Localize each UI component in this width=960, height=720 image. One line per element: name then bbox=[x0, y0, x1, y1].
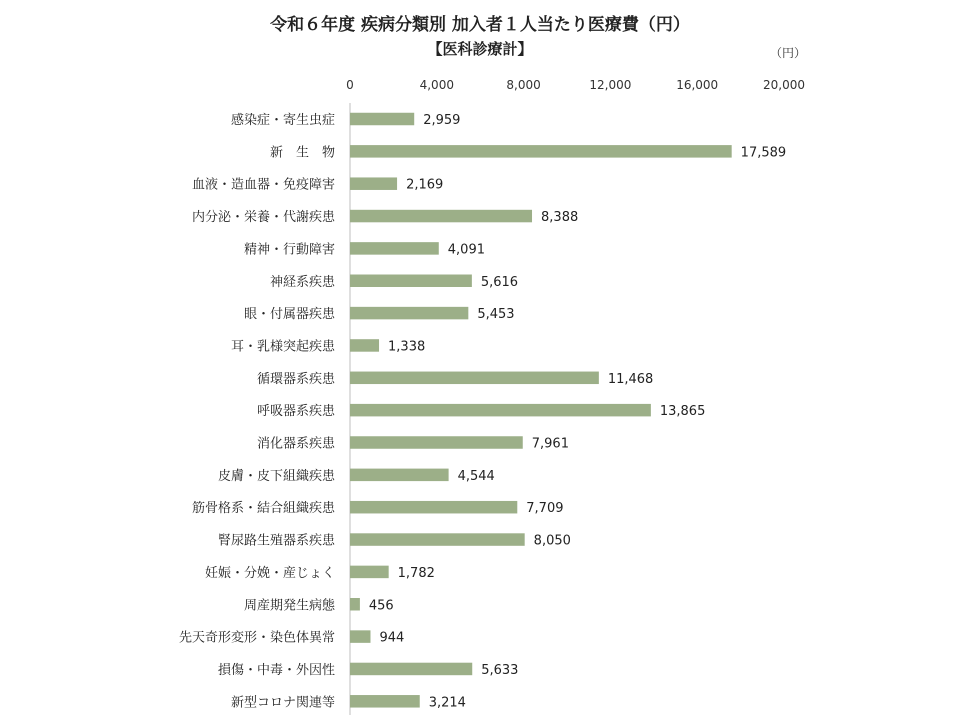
category-label: 血液・造血器・免疫障害 bbox=[191, 177, 335, 193]
bar bbox=[350, 404, 651, 417]
data-label: 17,589 bbox=[740, 145, 787, 161]
category-label: 新 生 物 bbox=[269, 145, 335, 161]
x-tick-label: 0 bbox=[346, 78, 354, 92]
data-label: 13,865 bbox=[659, 404, 706, 420]
category-label: 周産期発生病態 bbox=[243, 598, 335, 614]
x-tick-label: 4,000 bbox=[419, 78, 454, 92]
data-label: 3,214 bbox=[428, 695, 466, 711]
bar bbox=[350, 275, 472, 288]
category-label: 感染症・寄生虫症 bbox=[230, 113, 335, 128]
data-label: 5,616 bbox=[480, 274, 519, 290]
bar bbox=[350, 145, 732, 158]
data-label: 7,961 bbox=[531, 436, 569, 452]
category-label: 腎尿路生殖器系疾患 bbox=[217, 533, 335, 549]
data-label: 8,388 bbox=[541, 210, 579, 226]
bar bbox=[350, 307, 468, 320]
category-label: 皮膚・皮下組織疾患 bbox=[217, 468, 335, 484]
x-tick-label: 20,000 bbox=[763, 78, 805, 92]
data-label: 1,782 bbox=[397, 565, 435, 581]
bar bbox=[350, 695, 420, 708]
category-label: 先天奇形変形・染色体異常 bbox=[178, 630, 335, 646]
category-label: 神経系疾患 bbox=[269, 274, 335, 290]
chart-title: 令和６年度 疾病分類別 加入者１人当たり医療費（円） bbox=[270, 15, 690, 35]
category-label: 呼吸器系疾患 bbox=[256, 404, 335, 420]
bar bbox=[350, 210, 532, 223]
bar bbox=[350, 339, 379, 352]
bar bbox=[350, 372, 599, 385]
category-label: 筋骨格系・結合組織疾患 bbox=[191, 501, 335, 517]
data-label: 7,709 bbox=[526, 501, 564, 517]
category-label: 内分泌・栄養・代謝疾患 bbox=[191, 210, 335, 226]
category-label: 妊娠・分娩・産じょく bbox=[204, 565, 335, 581]
category-label: 循環器系疾患 bbox=[256, 371, 335, 387]
bar bbox=[350, 113, 414, 126]
bar bbox=[350, 501, 517, 514]
category-label: 耳・乳様突起疾患 bbox=[230, 339, 335, 355]
bar bbox=[350, 630, 370, 643]
data-label: 2,169 bbox=[406, 177, 444, 193]
category-label: 消化器系疾患 bbox=[256, 436, 335, 452]
chart-subtitle: 【医科診療計】 bbox=[427, 40, 533, 58]
bar bbox=[350, 663, 472, 676]
category-label: 損傷・中毒・外因性 bbox=[217, 662, 335, 678]
bar bbox=[350, 598, 360, 611]
data-label: 456 bbox=[368, 598, 394, 614]
category-label: 精神・行動障害 bbox=[243, 242, 335, 258]
x-tick-label: 16,000 bbox=[676, 78, 719, 92]
data-label: 4,091 bbox=[447, 242, 485, 258]
bar bbox=[350, 533, 525, 546]
data-label: 4,544 bbox=[457, 468, 495, 484]
bar bbox=[350, 566, 389, 579]
bar bbox=[350, 436, 523, 449]
bar bbox=[350, 177, 397, 190]
bar bbox=[350, 242, 439, 255]
data-label: 1,338 bbox=[388, 339, 426, 355]
data-label: 11,468 bbox=[607, 371, 654, 387]
category-label: 眼・付属器疾患 bbox=[243, 307, 335, 323]
data-label: 2,959 bbox=[423, 113, 461, 128]
x-tick-label: 8,000 bbox=[506, 78, 541, 92]
bar bbox=[350, 469, 449, 482]
data-label: 8,050 bbox=[533, 533, 571, 549]
data-label: 5,633 bbox=[481, 662, 519, 678]
data-label: 5,453 bbox=[477, 307, 515, 323]
unit-label: （円） bbox=[770, 46, 807, 60]
data-label: 944 bbox=[379, 630, 405, 646]
category-label: 新型コロナ関連等 bbox=[230, 695, 335, 711]
x-tick-label: 12,000 bbox=[589, 78, 632, 92]
